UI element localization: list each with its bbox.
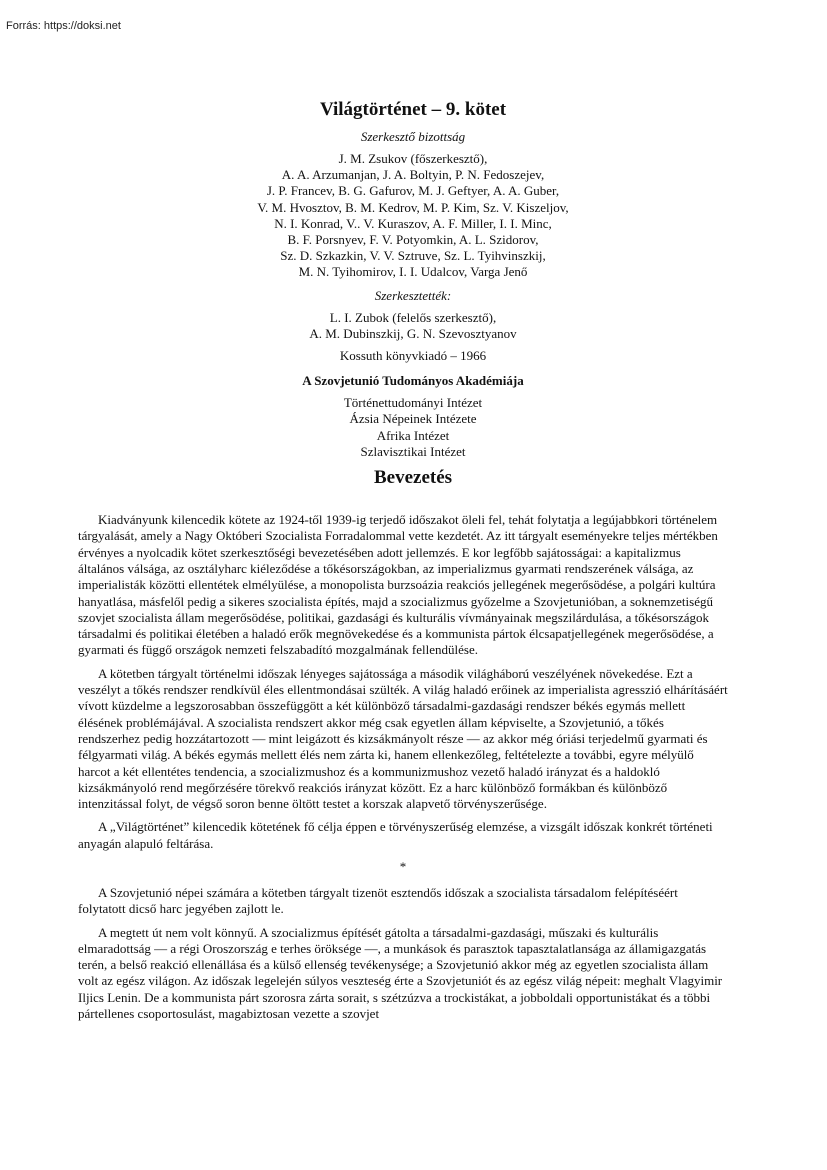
board-member-line: N. I. Konrad, V.. V. Kuraszov, A. F. Miller, I. I. Minc, bbox=[274, 215, 552, 231]
paragraph: A Szovjetunió népei számára a kötetben tárgyalt tizenöt esztendős időszak a szocialista társadalom felépítéséért folytatott dicső harc jegyében zajlott le. bbox=[78, 884, 678, 917]
board-member-line: Sz. D. Szkazkin, V. V. Sztruve, Sz. L. Tyihvinszkij, bbox=[280, 248, 546, 264]
academy-name: A Szovjetunió Tudományos Akadémiája bbox=[302, 373, 524, 389]
paragraph: Kiadványunk kilencedik kötete az 1924-től 1939-ig terjedő időszakot öleli fel, tehát folytatja a legújabbkori történelem tárgyalását, amely a Nagy Októberi Szocialista Forradalommal vette kezdetét. Az itt tárgyalt eseményekre teljes mértékben érvényes a nyolcadik kötet szerkesztőségi bevezetésében adott jellemzés. E kor legfőbb sajátosságai: a kapitalizmus általános válsága, az osztályharc kiéleződése a tőkésországokban, az imperializmus gyarmati rendszerének válsága, az imperialisták közötti ellentétek elmélyülése, a monopolista burzsoázia reakciós jellegének megerősödése, a polgári kultúra hanyatlása, másfelől pedig a sikeres szocialista építés, majd a szocializmus győzelme a Szovjetunióban, a soknemzetiségű szovjet szocialista állam megerősödése, politikai, gazdasági és kulturális vívmányainak megszilárdulása, a tőkésországok társadalmi és politikai életében a haladó erők megnövekedése és a kommunista pártok élcsapatjellegének megerősödése, a gyarmati és függő országok nemzeti felszabadító mozgalmának fellendülése. bbox=[78, 512, 718, 658]
institute-line: Afrika Intézet bbox=[376, 427, 450, 443]
editor-line: L. I. Zubok (felelős szerkesztő), bbox=[329, 309, 497, 325]
source-label: Forrás: https://doksi.net bbox=[6, 20, 121, 32]
paragraph: A kötetben tárgyalt történelmi időszak lényeges sajátossága a második világháború veszélyének növekedése. Ezt a veszélyt a tőkés rendszer rendkívül éles ellentmondásai szülték. A világ haladó erőinek az imperialista agresszió elhárításáért vívott küzdelme a legszorosabban összefüggött a két különböző társadalmi-gazdasági rendszer békés egymás mellett élésének problémájával. A szocialista rendszert akkor még csak egyetlen állam képviselte, a Szovjetunió, a tőkés rendszerhez pedig hozzátartozott — mint leigázott és kizsákmányolt része — az akkor még óriási terjedelmű gyarmati és félgyarmati világ. A békés egymás mellett élés nem zárta ki, hanem ellenkezőleg, feltételezte a további, egyre mélyülő harcot a két ellentétes tendencia, a szocializmushoz és a kommunizmushoz vezető haladó irányzat és a haldokló kizsákmányoló rend megőrzésére törekvő reakciós irányzat között. Ez a harc különböző formákban és különböző intenzitással folyt, de végső soron benne öltött testet a korszak alapvető törvényszerűsége. bbox=[78, 665, 728, 812]
section-title: Bevezetés bbox=[373, 467, 453, 489]
paragraph: A „Világtörténet” kilencedik kötetének fő célja éppen e törvényszerűség elemzése, a vizsgált időszak konkrét történeti anyagán alapuló feltárása. bbox=[78, 819, 713, 851]
body-text bbox=[78, 512, 728, 1022]
edited-by-label: Szerkesztették: bbox=[374, 287, 452, 303]
board-member-line: A. A. Arzumanjan, J. A. Boltyin, P. N. Fedoszejev, bbox=[281, 167, 545, 183]
publisher: Kossuth könyvkiadó – 1966 bbox=[339, 348, 487, 364]
board-member-line: V. M. Hvosztov, B. M. Kedrov, M. P. Kim, Sz. V. Kiszeljov, bbox=[257, 199, 569, 215]
board-members bbox=[98, 151, 728, 281]
paragraph: A megtett út nem volt könnyű. A szocializmus építését gátolta a társadalmi-gazdasági, műszaki és kulturális elmaradottság — a régi Oroszország e terhes öröksége —, a munkások és parasztok tapasztalatlansága az államigazgatás terén, a belső reakció ellenállása és a külső ellenség tevékenysége; a Szovjetunió akkor még az egyetlen szocialista állam volt az egész világon. Az időszak legelején súlyos veszteség érte a Szovjetuniót és az egész világ népeit: meghalt Vlagyimir Iljics Lenin. De a kommunista párt szorosra zárta sorait, s szétzúzva a trockistákat, a jobboldali opportunistákat és a többi pártellenes csoportosulást, magabiztosan vezette a szovjet bbox=[78, 924, 723, 1022]
institute-line: Ázsia Népeinek Intézete bbox=[349, 411, 477, 427]
editors bbox=[98, 310, 728, 342]
board-member-line: M. N. Tyihomirov, I. I. Udalcov, Varga Jenő bbox=[298, 264, 528, 280]
editorial-board-label: Szerkesztő bizottság bbox=[360, 129, 466, 144]
board-member-line: J. P. Francev, B. G. Gafurov, M. J. Geftyer, A. A. Guber, bbox=[266, 183, 560, 199]
document-page bbox=[78, 98, 728, 1029]
board-member-line: J. M. Zsukov (főszerkesztő), bbox=[338, 151, 488, 166]
institute-line: Történettudományi Intézet bbox=[343, 395, 483, 411]
editor-line: A. M. Dubinszkij, G. N. Szevosztyanov bbox=[309, 325, 517, 341]
book-title: Világtörténet – 9. kötet bbox=[319, 99, 507, 120]
institutes bbox=[98, 395, 728, 460]
institute-line: Szlavisztikai Intézet bbox=[360, 443, 466, 459]
board-member-line: B. F. Porsnyev, F. V. Potyomkin, A. L. Szidorov, bbox=[287, 232, 539, 248]
section-separator: * bbox=[399, 858, 407, 874]
